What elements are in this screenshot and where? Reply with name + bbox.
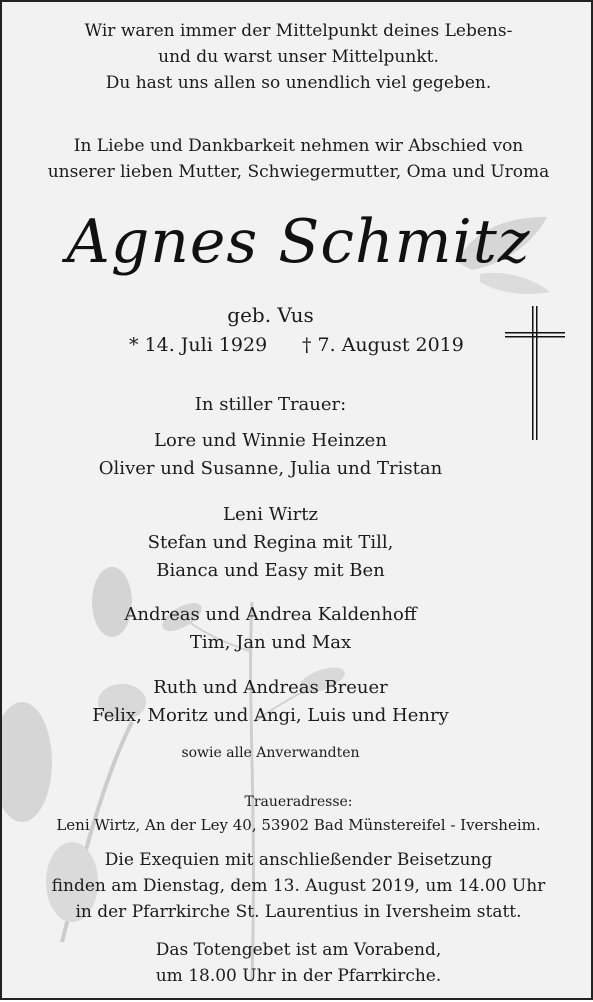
intro-line: In Liebe und Dankbarkeit nehmen wir Abschied von — [73, 136, 524, 156]
family-line: Felix, Moritz und Angi, Luis und Henry — [92, 705, 449, 726]
verse-line: Wir waren immer der Mittelpunkt deines Lebens- — [84, 21, 513, 41]
verse-line: Du hast uns allen so unendlich viel gegeben. — [105, 73, 492, 93]
mourning-heading: In stiller Trauer: — [194, 394, 347, 415]
death-date: † 7. August 2019 — [302, 334, 464, 356]
family-line: Oliver und Susanne, Julia und Tristan — [98, 458, 443, 479]
family-line: Leni Wirtz — [223, 504, 318, 525]
family-line: Bianca und Easy mit Ben — [156, 560, 385, 581]
family-line: Ruth und Andreas Breuer — [153, 677, 388, 698]
family-line: Andreas und Andrea Kaldenhoff — [124, 604, 417, 625]
relatives-line: sowie alle Anverwandten — [181, 745, 360, 761]
prayer-line: Das Totengebet ist am Vorabend, — [155, 940, 442, 960]
birth-date: * 14. Juli 1929 — [129, 334, 268, 356]
address-line: Leni Wirtz, An der Ley 40, 53902 Bad Münstereifel - Iversheim. — [56, 816, 541, 834]
maiden-name: geb. Vus — [227, 303, 314, 327]
service-line: in der Pfarrkirche St. Laurentius in Iversheim statt. — [75, 902, 522, 922]
family-line: Stefan und Regina mit Till, — [147, 532, 394, 553]
prayer-line: um 18.00 Uhr in der Pfarrkirche. — [155, 966, 442, 986]
intro-line: unserer lieben Mutter, Schwiegermutter, Oma und Uroma — [47, 162, 550, 182]
family-line: Lore und Winnie Heinzen — [154, 430, 387, 451]
service-line: Die Exequien mit anschließender Beisetzung — [104, 850, 493, 870]
family-line: Tim, Jan und Max — [189, 632, 352, 653]
verse-line: und du warst unser Mittelpunkt. — [158, 47, 439, 67]
service-line: finden am Dienstag, dem 13. August 2019, um 14.00 Uhr — [51, 876, 546, 896]
address-label: Traueradresse: — [244, 794, 353, 810]
deceased-name: Agnes Schmitz — [66, 207, 531, 277]
